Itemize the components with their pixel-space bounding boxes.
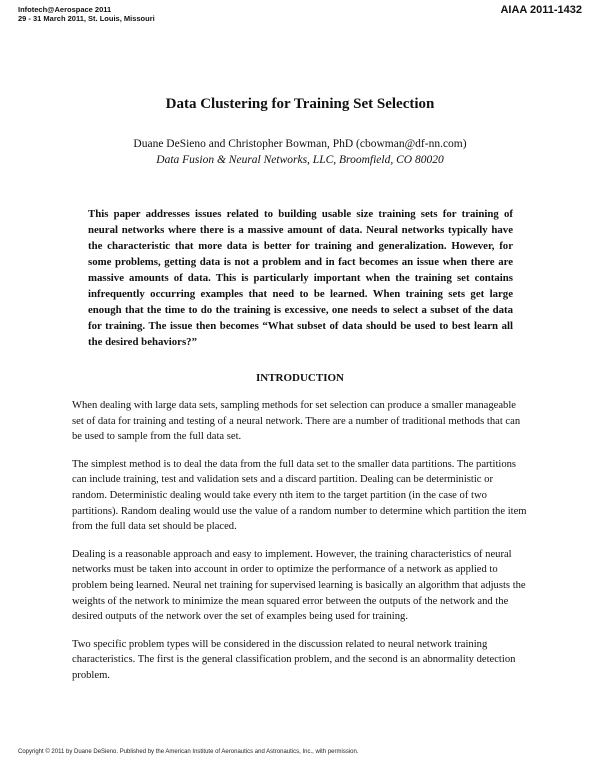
paragraph: Two specific problem types will be considered in the discussion related to neural network training characteristics. The first is the general classification problem, and the second is an abnormality detection problem. — [72, 638, 516, 681]
section-heading-introduction: INTRODUCTION — [255, 372, 344, 384]
paragraph: When dealing with large data sets, sampling methods for set selection can produce a smaller manageable set of data for training and testing of a neural network. There are a number of traditional methods that can be used to sample from the full data set. — [72, 400, 521, 443]
abstract: This paper addresses issues related to building usable size training sets for training of neural networks where there is a massive amount of data. Neural networks typically have the characteristic that more data is better for training and generalization. However, for some problems, getting data is not a problem and in fact becomes an issue when there are massive amounts of data. This is particularly important when the training set contains infrequently occurring examples that need to be learned. When training sets get large enough that the time to do the training is excessive, one needs to select a subset of the data for training. The issue then becomes “What subset of data should be used to best learn all the desired behaviors?” — [88, 208, 513, 348]
conference-name: Infotech@Aerospace 2011 — [18, 5, 112, 14]
paragraph: Dealing is a reasonable approach and easy to implement. However, the training characteristics of neural networks must be taken into account in order to optimize the performance of a network as applied to problem being learned. Neural net training for supervised learning is basically an algorithm that adjusts the weights of the network to minimize the mean squared error between the outputs of the network and the desired outputs of the network over the set of examples being used for training. — [72, 548, 526, 623]
conference-info — [18, 5, 155, 23]
copyright-notice: Copyright © 2011 by Duane DeSieno. Published by the American Institute of Aeronautics and Astronautics, Inc., with permission. — [18, 749, 359, 755]
paper-title: Data Clustering for Training Set Selection — [165, 96, 435, 112]
introduction-body — [72, 398, 530, 696]
paper-affiliation: Data Fusion & Neural Networks, LLC, Broomfield, CO 80020 — [156, 154, 444, 166]
paper-authors: Duane DeSieno and Christopher Bowman, PhD (cbowman@df-nn.com) — [133, 138, 467, 150]
conference-date-location: 29 - 31 March 2011, St. Louis, Missouri — [18, 14, 155, 23]
paper-id: AIAA 2011-1432 — [500, 4, 582, 16]
paragraph: The simplest method is to deal the data from the full data set to the smaller data partitions. The partitions can include training, test and validation sets and a discard partition. Dealing can be deterministic or random. Deterministic dealing would take every nth item to the target partition (in the case of two partitions). Random dealing would use the value of a random number to determine which partition the item from the full data set should be placed. — [72, 458, 527, 533]
